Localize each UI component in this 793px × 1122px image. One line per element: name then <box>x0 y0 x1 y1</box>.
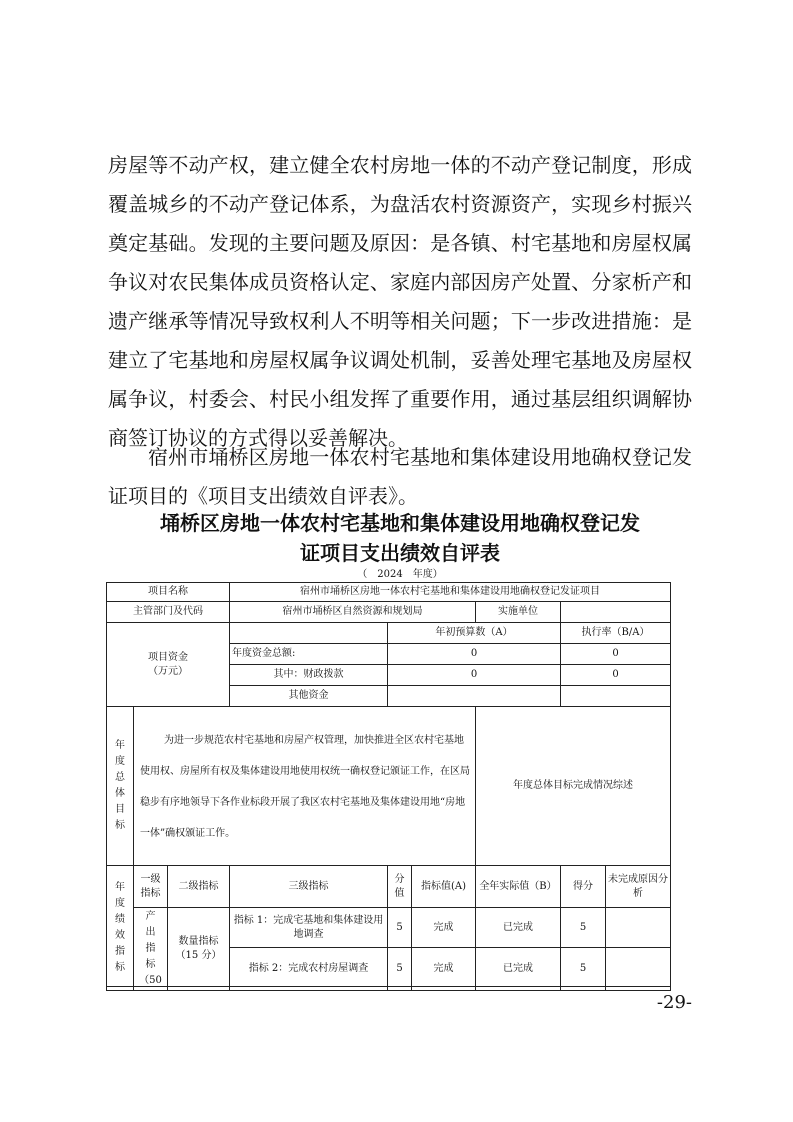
indicator-1-target: 完成 <box>412 908 476 948</box>
table-title <box>108 508 692 568</box>
col-rate-header: 执行率（B/A） <box>561 623 671 644</box>
table-row <box>107 866 671 908</box>
performance-table <box>106 582 671 991</box>
page-number: -29- <box>656 992 692 1013</box>
header-reason: 未完成原因分析 <box>606 866 671 908</box>
table-year: （ 2024 年度） <box>357 569 443 580</box>
year-value: 2024 <box>377 569 403 580</box>
dept-label: 主管部门及代码 <box>107 602 230 623</box>
header-actual: 全年实际值（B） <box>476 866 561 908</box>
table-title-line-2: 证项目支出绩效自评表 <box>300 541 500 565</box>
funds-label: 项目资金 （万元） <box>107 623 230 707</box>
table-row <box>107 908 671 948</box>
output-indicator-label: 产 出 指 标 （50 <box>134 908 168 991</box>
project-name-label: 项目名称 <box>107 583 230 602</box>
performance-indicator-label: 年 度 绩 效 指 标 <box>107 866 134 991</box>
col-budget-header: 年初预算数（A） <box>388 623 561 644</box>
indicator-1-reason <box>606 908 671 948</box>
quantity-indicator-label: 数量指标 （15 分） <box>168 908 230 991</box>
indicator-1: 指标 1：完成宅基地和集体建设用地调查 <box>230 908 388 948</box>
indicator-2-score: 5 <box>388 948 412 991</box>
indicator-2-target: 完成 <box>412 948 476 991</box>
fiscal-funds-rate: 0 <box>561 665 671 686</box>
total-funds-rate: 0 <box>561 644 671 665</box>
total-funds-budget: 0 <box>388 644 561 665</box>
header-target: 指标值(A) <box>412 866 476 908</box>
other-funds-label: 其他资金 <box>230 686 388 707</box>
indicator-2-actual: 已完成 <box>476 948 561 991</box>
total-funds-label: 年度资金总额: <box>230 644 388 665</box>
annual-goal-summary: 年度总体目标完成情况综述 <box>476 707 671 866</box>
indicator-1-got: 5 <box>561 908 606 948</box>
table-row <box>107 707 671 866</box>
header-level1: 一级指标 <box>134 866 168 908</box>
header-score: 分值 <box>388 866 412 908</box>
header-got: 得分 <box>561 866 606 908</box>
table-row <box>107 583 671 602</box>
indicator-2-got: 5 <box>561 948 606 991</box>
impl-label: 实施单位 <box>476 602 561 623</box>
indicator-1-score: 5 <box>388 908 412 948</box>
header-level3: 三级指标 <box>230 866 388 908</box>
body-paragraph-1: 房屋等不动产权，建立健全农村房地一体的不动产登记制度，形成覆盖城乡的不动产登记体系，为盘活农村资源资产，实现乡村振兴奠定基础。发现的主要问题及原因：是各镇、村宅基地和房屋权属争议对农民集体成员资格认定、家庭内部因房产处置、分家析产和遗产继承等情况导致权利人不明等相关问题；下一步改进措施：是建立了宅基地和房屋权属争议调处机制，妥善处理宅基地及房屋权属争议，村委会、村民小组发挥了重要作用，通过基层组织调解协商签订协议的方式得以妥善解决。 <box>108 153 692 450</box>
annual-goal-text: 为进一步规范农村宅基地和房屋产权管理，加快推进全区农村宅基地使用权、房屋所有权及集体建设用地使用权统一确权登记颁证工作，在区局稳步有序地领导下各作业标段开展了我区农村宅基地及集体建设用地“房地一体”确权颁证工作。 <box>134 707 476 866</box>
annual-goal-label: 年 度 总 体 目 标 <box>107 707 134 866</box>
fiscal-funds-label: 其中：财政拨款 <box>230 665 388 686</box>
impl-value <box>561 602 671 623</box>
project-name-value: 宿州市埇桥区房地一体农村宅基地和集体建设用地确权登记发证项目 <box>230 583 671 602</box>
indicator-1-actual: 已完成 <box>476 908 561 948</box>
table-row <box>107 602 671 623</box>
table-row <box>107 623 671 644</box>
table-title-line-1: 埇桥区房地一体农村宅基地和集体建设用地确权登记发 <box>160 511 640 535</box>
indicator-2: 指标 2：完成农村房屋调查 <box>230 948 388 991</box>
header-level2: 二级指标 <box>168 866 230 908</box>
page-bottom-rule <box>106 986 671 987</box>
fiscal-funds-budget: 0 <box>388 665 561 686</box>
body-paragraph-2: 宿州市埇桥区房地一体农村宅基地和集体建设用地确权登记发证项目的《项目支出绩效自评表》。 <box>108 445 692 508</box>
indicator-2-reason <box>606 948 671 991</box>
dept-value: 宿州市埇桥区自然资源和规划局 <box>230 602 476 623</box>
